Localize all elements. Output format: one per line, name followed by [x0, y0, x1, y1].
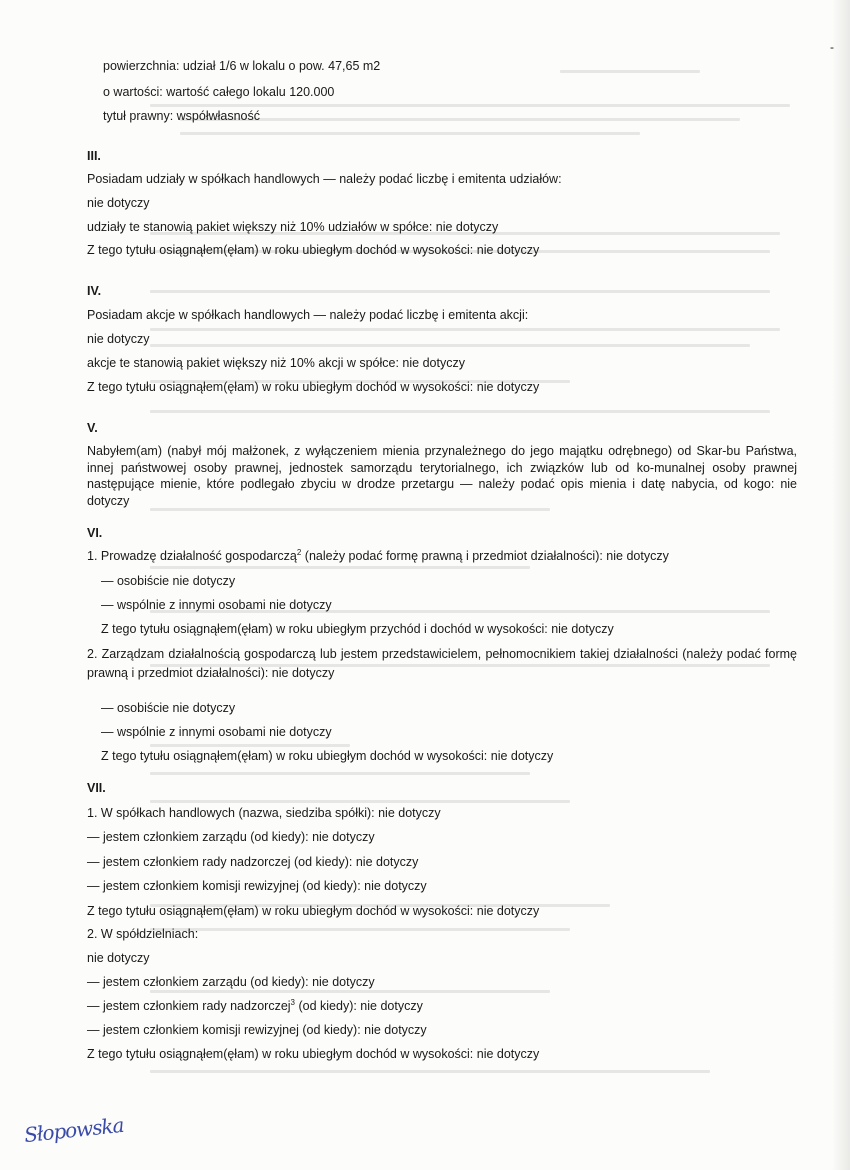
personally-line: — osobiście nie dotyczy [101, 574, 236, 588]
income-line: Z tego tytułu osiągnąłem(ęłam) w roku ubiegłym przychód i dochód w wysokości: nie dotyczy [101, 622, 614, 636]
section-vii-line: — jestem członkiem rady nadzorczej$^3$ (od kiedy): nie dotyczy [87, 997, 423, 1013]
footnote-3: 3 [290, 997, 295, 1007]
handwritten-signature: Słopowska [23, 1112, 125, 1148]
section-iv-line: nie dotyczy [87, 332, 150, 346]
section-vii-heading: VII. [87, 781, 106, 795]
jointly-line: — wspólnie z innymi osobami nie dotyczy [101, 725, 332, 739]
section-iv-heading: IV. [87, 284, 102, 298]
corner-mark: - [830, 40, 834, 54]
section-vii-line: — jestem członkiem rady nadzorczej (od kiedy): nie dotyczy [87, 855, 419, 869]
section-iii-heading: III. [87, 149, 101, 163]
section-v-paragraph: Nabyłem(am) (nabył mój małżonek, z wyłączeniem mienia przynależnego do jego majątku odrębnego) od Skar-bu Państwa, innej państwowej osoby prawnej, jednostek samorządu terytorialnego, ich związków lub od ko-munalnej osoby prawnej następujące mienie, które podlegało zbyciu w drodze przetargu — należy podać opis mienia i datę nabycia, od kogo: nie dotyczy [87, 444, 797, 508]
section-iii-line: nie dotyczy [87, 196, 150, 210]
section-vii-line: — jestem członkiem zarządu (od kiedy): nie dotyczy [87, 830, 375, 844]
section-vii-line: 1. W spółkach handlowych (nazwa, siedziba spółki): nie dotyczy [87, 806, 441, 820]
section-vii-line: nie dotyczy [87, 951, 150, 965]
management-paragraph: 2. Zarządzam działalnością gospodarczą lub jestem przedstawicielem, pełnomocnikiem takiej działalności (należy podać formę prawną i przedmiot działalności): nie dotyczy [87, 647, 797, 680]
page-edge-shadow [832, 0, 850, 1170]
section-v-heading: V. [87, 421, 98, 435]
section-iii-line: Z tego tytułu osiągnąłem(ęłam) w roku ubiegłym dochód w wysokości: nie dotyczy [87, 243, 540, 257]
section-vii-line: Z tego tytułu osiągnąłem(ęłam) w roku ubiegłym dochód w wysokości: nie dotyczy [87, 1047, 540, 1061]
section-vii-line: — jestem członkiem komisji rewizyjnej (od kiedy): nie dotyczy [87, 1023, 427, 1037]
income-line: Z tego tytułu osiągnąłem(ęłam) w roku ubiegłym dochód w wysokości: nie dotyczy [101, 749, 554, 763]
footnote-2: 2 [296, 547, 302, 557]
section-iii-line: Posiadam udziały w spółkach handlowych — należy podać liczbę i emitenta udziałów: [87, 172, 562, 186]
section-iv-line: Posiadam akcje w spółkach handlowych — należy podać liczbę i emitenta akcji: [87, 308, 529, 322]
legal-title-line: tytuł prawny: współwłasność [103, 109, 261, 123]
personally-line: — osobiście nie dotyczy [101, 701, 236, 715]
jointly-line: — wspólnie z innymi osobami nie dotyczy [101, 598, 332, 612]
section-iv-line: akcje te stanowią pakiet większy niż 10% akcji w spółce: nie dotyczy [87, 356, 465, 370]
section-vii-line: — jestem członkiem zarządu (od kiedy): nie dotyczy [87, 975, 375, 989]
section-iii-line: udziały te stanowią pakiet większy niż 10% udziałów w spółce: nie dotyczy [87, 220, 499, 234]
area-line: powierzchnia: udział 1/6 w lokalu o pow. 47,65 m2 [103, 59, 381, 73]
section-vii-line: — jestem członkiem komisji rewizyjnej (od kiedy): nie dotyczy [87, 879, 427, 893]
section-vii-line: 2. W spółdzielniach: [87, 927, 199, 941]
business-activity-line: 1. Prowadzę działalność gospodarczą$^2$ (należy podać formę prawną i przedmiot działalności): nie dotyczy [87, 547, 669, 563]
value-line: o wartości: wartość całego lokalu 120.000 [103, 85, 335, 99]
section-iv-line: Z tego tytułu osiągnąłem(ęłam) w roku ubiegłym dochód w wysokości: nie dotyczy [87, 380, 540, 394]
section-vii-line: Z tego tytułu osiągnąłem(ęłam) w roku ubiegłym dochód w wysokości: nie dotyczy [87, 904, 540, 918]
section-vi-heading: VI. [87, 526, 103, 540]
